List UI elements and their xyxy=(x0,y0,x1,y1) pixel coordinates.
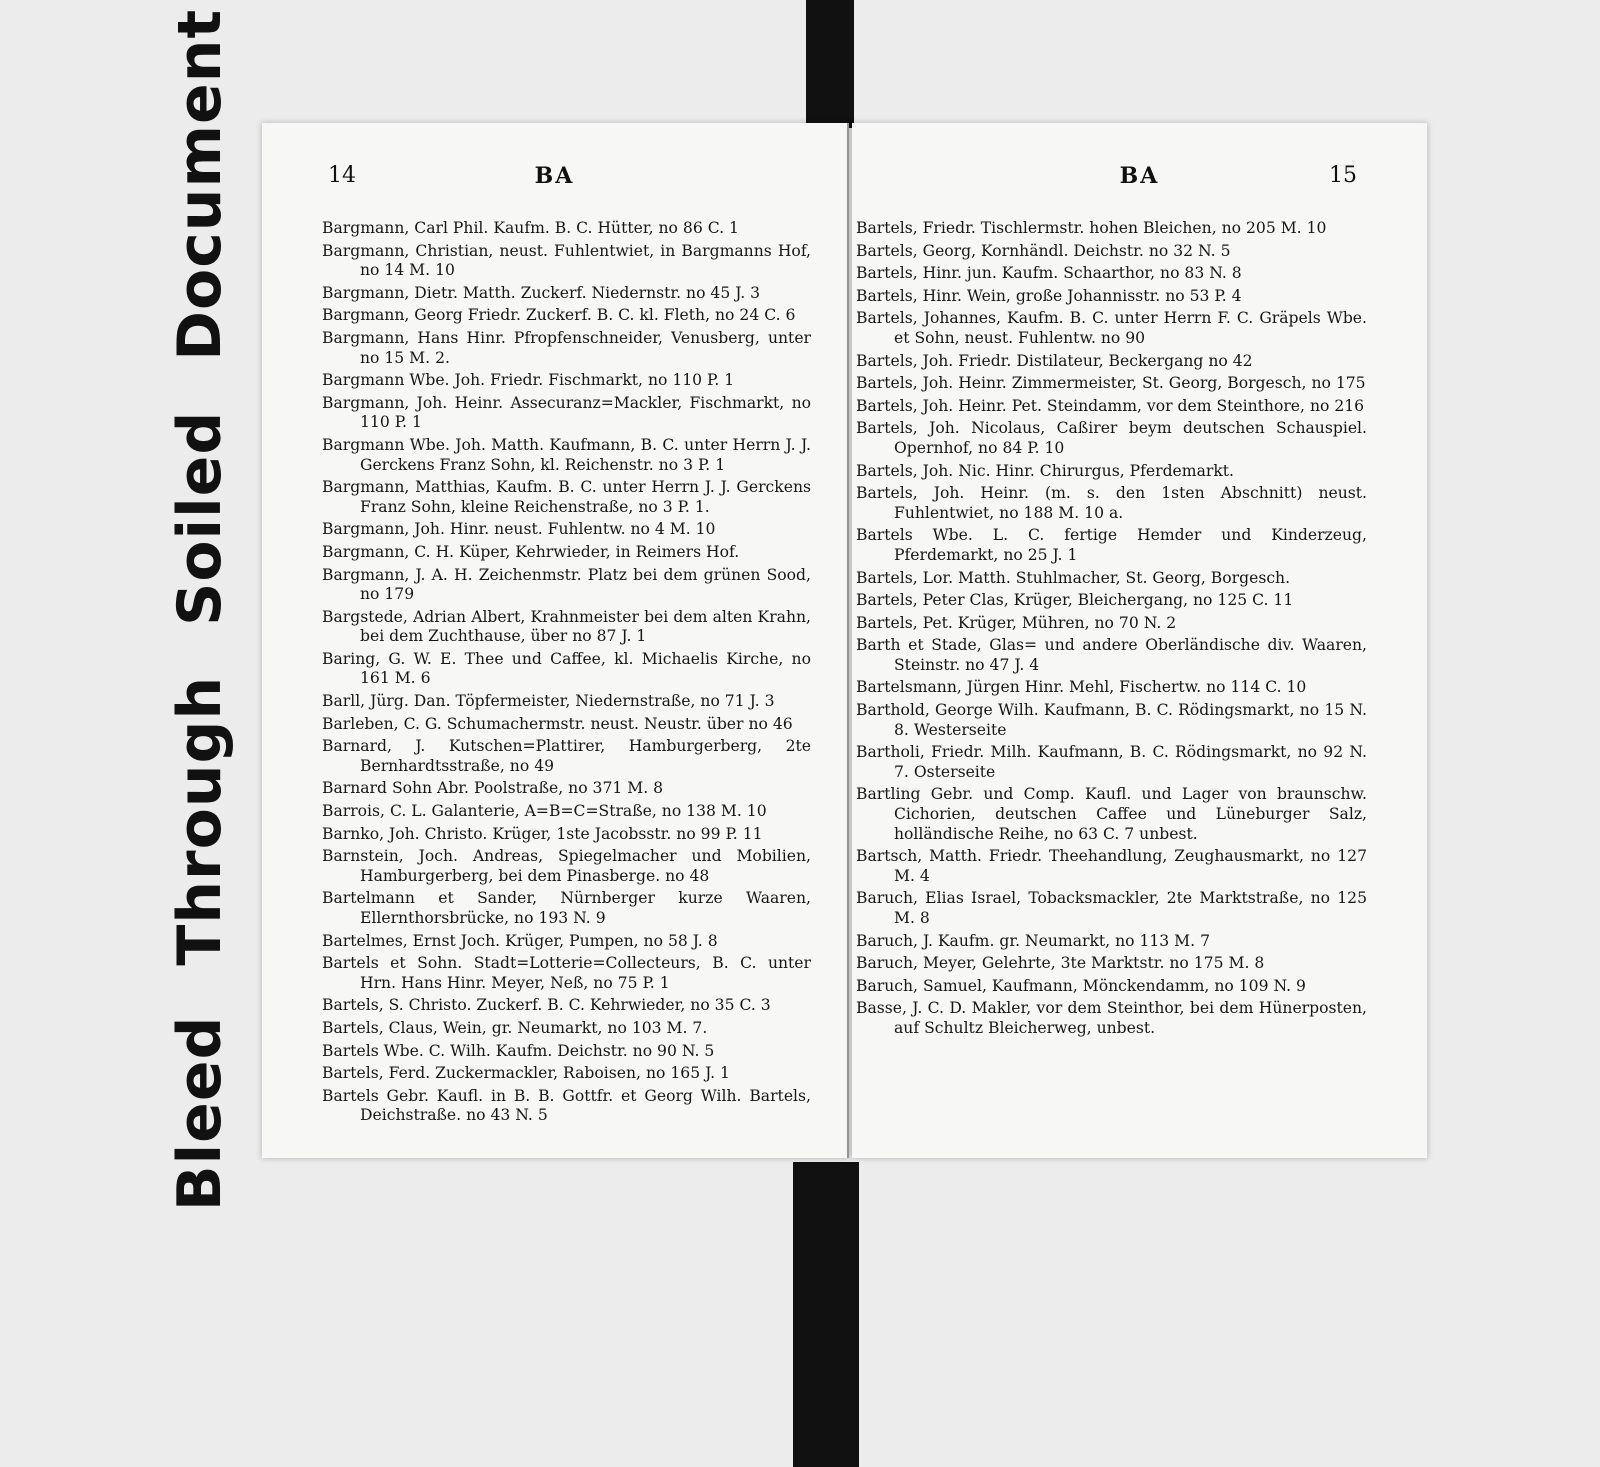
directory-entry: Barrois, C. L. Galanterie, A=B=C=Straße, no 138 M. 10 xyxy=(322,802,767,821)
directory-entry: Bargmann, Dietr. Matth. Zuckerf. Niedernstr. no 45 J. 3 xyxy=(322,283,761,302)
directory-entry: Bartels, Joh. Heinr. Zimmermeister, St. Georg, Borgesch, no 175 xyxy=(856,374,1366,393)
directory-entry: Bartels, Joh. Heinr. (m. s. den 1sten Abschnitt) neust. Fuhlentwiet, no 188 M. 10 a. xyxy=(856,484,1367,522)
directory-entry: Baruch, Elias Israel, Tobacksmackler, 2te Marktstraße, no 125 M. 8 xyxy=(856,889,1367,927)
directory-entry: Bartels, Ferd. Zuckermackler, Raboisen, no 165 J. 1 xyxy=(322,1064,730,1083)
section-heading: BA xyxy=(534,163,575,189)
directory-entry: Bargmann, Hans Hinr. Pfropfenschneider, Venusberg, unter no 15 M. 2. xyxy=(322,328,811,367)
directory-entry: Bargmann Wbe. Joh. Matth. Kaufmann, B. C. unter Herrn J. J. Gerckens Franz Sohn, kl. Reichenstr. no 3 P. 1 xyxy=(322,435,811,474)
directory-entry: Bartels, Joh. Nic. Hinr. Chirurgus, Pferdemarkt. xyxy=(856,461,1234,480)
directory-entry: Bartels Gebr. Kaufl. in B. B. Gottfr. et Georg Wilh. Bartels, Deichstraße. no 43 N. 5 xyxy=(322,1086,811,1125)
document-condition-stamp xyxy=(160,8,240,1212)
page-number: 15 xyxy=(1329,163,1357,188)
directory-entry: Bargmann, Carl Phil. Kaufm. B. C. Hütter, no 86 C. 1 xyxy=(322,219,739,237)
directory-entry: Baruch, Samuel, Kaufmann, Mönckendamm, no 109 N. 9 xyxy=(856,976,1306,995)
directory-entry: Bartels, Joh. Nicolaus, Caßirer beym deutschen Schauspiel. Opernhof, no 84 P. 10 xyxy=(856,419,1367,457)
directory-entry: Bartels, S. Christo. Zuckerf. B. C. Kehrwieder, no 35 C. 3 xyxy=(322,996,771,1015)
directory-entry: Baruch, Meyer, Gelehrte, 3te Marktstr. no 175 M. 8 xyxy=(856,954,1265,973)
directory-entry: Bartels, Friedr. Tischlermstr. hohen Bleichen, no 205 M. 10 xyxy=(856,219,1327,237)
directory-entry: Baruch, J. Kaufm. gr. Neumarkt, no 113 M. 7 xyxy=(856,931,1210,950)
directory-entries xyxy=(856,219,1367,1042)
directory-entry: Barth et Stade, Glas= und andere Oberländische div. Waaren, Steinstr. no 47 J. 4 xyxy=(856,636,1367,674)
running-head xyxy=(262,163,847,197)
directory-entry: Bartholi, Friedr. Milh. Kaufmann, B. C. Rödingsmarkt, no 92 N. 7. Osterseite xyxy=(856,743,1367,781)
scanner-binding-bar-bottom xyxy=(793,1162,859,1467)
directory-entry: Bargmann, Joh. Hinr. neust. Fuhlentw. no 4 M. 10 xyxy=(322,520,716,539)
directory-entry: Baring, G. W. E. Thee und Caffee, kl. Michaelis Kirche, no 161 M. 6 xyxy=(322,649,811,688)
directory-entry: Bartels, Joh. Friedr. Distilateur, Beckergang no 42 xyxy=(856,351,1253,370)
directory-entry: Bargmann, Joh. Heinr. Assecuranz=Mackler, Fischmarkt, no 110 P. 1 xyxy=(322,393,811,432)
directory-entry: Bartelsmann, Jürgen Hinr. Mehl, Fischertw. no 114 C. 10 xyxy=(856,678,1307,697)
directory-entry: Basse, J. C. D. Makler, vor dem Steinthor, bei dem Hünerposten, auf Schultz Bleicherweg, unbest. xyxy=(856,999,1367,1037)
directory-entry: Bargstede, Adrian Albert, Krahnmeister bei dem alten Krahn, bei dem Zuchthause, über no 87 J. 1 xyxy=(322,607,811,646)
directory-entry: Bartels Wbe. L. C. fertige Hemder und Kinderzeug, Pferdemarkt, no 25 J. 1 xyxy=(856,526,1367,564)
directory-entry: Barnko, Joh. Christo. Krüger, 1ste Jacobsstr. no 99 P. 11 xyxy=(322,824,763,843)
directory-entry: Bartels, Peter Clas, Krüger, Bleichergang, no 125 C. 11 xyxy=(856,591,1294,610)
directory-entry: Bartels, Hinr. Wein, große Johannisstr. no 53 P. 4 xyxy=(856,286,1242,305)
directory-entry: Bartels, Pet. Krüger, Mühren, no 70 N. 2 xyxy=(856,613,1177,632)
directory-entry: Bargmann Wbe. Joh. Friedr. Fischmarkt, no 110 P. 1 xyxy=(322,371,735,390)
directory-entry: Bartels et Sohn. Stadt=Lotterie=Collecteurs, B. C. unter Hrn. Hans Hinr. Meyer, Neß, no 75 P. 1 xyxy=(322,954,811,992)
directory-entry: Bartels, Lor. Matth. Stuhlmacher, St. Georg, Borgesch. xyxy=(856,568,1291,587)
directory-entry: Bartelmes, Ernst Joch. Krüger, Pumpen, no 58 J. 8 xyxy=(322,931,718,950)
directory-entry: Bargmann, Georg Friedr. Zuckerf. B. C. kl. Fleth, no 24 C. 6 xyxy=(322,306,796,325)
directory-entry: Bargmann, J. A. H. Zeichenmstr. Platz bei dem grünen Sood, no 179 xyxy=(322,565,811,604)
page-number: 14 xyxy=(328,163,356,188)
stamp-text: Bleed Through Soiled Document xyxy=(165,8,235,1212)
directory-entry: Barthold, George Wilh. Kaufmann, B. C. Rödingsmarkt, no 15 N. 8. Westerseite xyxy=(856,701,1367,739)
directory-entry: Bargmann, Christian, neust. Fuhlentwiet, in Bargmanns Hof, no 14 M. 10 xyxy=(322,241,811,280)
running-head xyxy=(852,163,1427,197)
directory-entry: Bartels, Johannes, Kaufm. B. C. unter Herrn F. C. Gräpels Wbe. et Sohn, neust. Fuhlentw. no 90 xyxy=(856,309,1367,347)
directory-entries xyxy=(322,219,811,1129)
directory-entry: Bartels, Hinr. jun. Kaufm. Schaarthor, no 83 N. 8 xyxy=(856,264,1242,283)
directory-entry: Barll, Jürg. Dan. Töpfermeister, Niedernstraße, no 71 J. 3 xyxy=(322,692,775,711)
directory-entry: Barnard Sohn Abr. Poolstraße, no 371 M. 8 xyxy=(322,779,664,798)
scanner-binding-bar-top xyxy=(806,0,854,128)
directory-entry: Bartelmann et Sander, Nürnberger kurze Waaren, Ellernthorsbrücke, no 193 N. 9 xyxy=(322,889,811,927)
directory-entry: Bartling Gebr. und Comp. Kaufl. und Lager von braunschw. Cichorien, deutschen Caffee und Lüneburger Salz, holländische Reihe, no 63 C. 7 unbest. xyxy=(856,785,1367,843)
left-page xyxy=(262,123,849,1158)
directory-entry: Bartels Wbe. C. Wilh. Kaufm. Deichstr. no 90 N. 5 xyxy=(322,1041,715,1060)
directory-entry: Bartsch, Matth. Friedr. Theehandlung, Zeughausmarkt, no 127 M. 4 xyxy=(856,847,1367,885)
directory-entry: Barnstein, Joch. Andreas, Spiegelmacher und Mobilien, Hamburgerberg, bei dem Pinasberge. no 48 xyxy=(322,847,811,885)
right-page xyxy=(852,123,1427,1158)
directory-entry: Bartels, Joh. Heinr. Pet. Steindamm, vor dem Steinthore, no 216 xyxy=(856,396,1365,415)
section-heading: BA xyxy=(1119,163,1160,189)
directory-entry: Bargmann, Matthias, Kaufm. B. C. unter Herrn J. J. Gerckens Franz Sohn, kleine Reichenstraße, no 3 P. 1. xyxy=(322,478,811,516)
directory-entry: Bartels, Claus, Wein, gr. Neumarkt, no 103 M. 7. xyxy=(322,1018,708,1037)
directory-entry: Barleben, C. G. Schumachermstr. neust. Neustr. über no 46 xyxy=(322,714,793,733)
directory-entry: Barnard, J. Kutschen=Plattirer, Hamburgerberg, 2te Bernhardtsstraße, no 49 xyxy=(322,737,811,775)
directory-entry: Bargmann, C. H. Küper, Kehrwieder, in Reimers Hof. xyxy=(322,542,740,561)
directory-entry: Bartels, Georg, Kornhändl. Deichstr. no 32 N. 5 xyxy=(856,241,1231,260)
